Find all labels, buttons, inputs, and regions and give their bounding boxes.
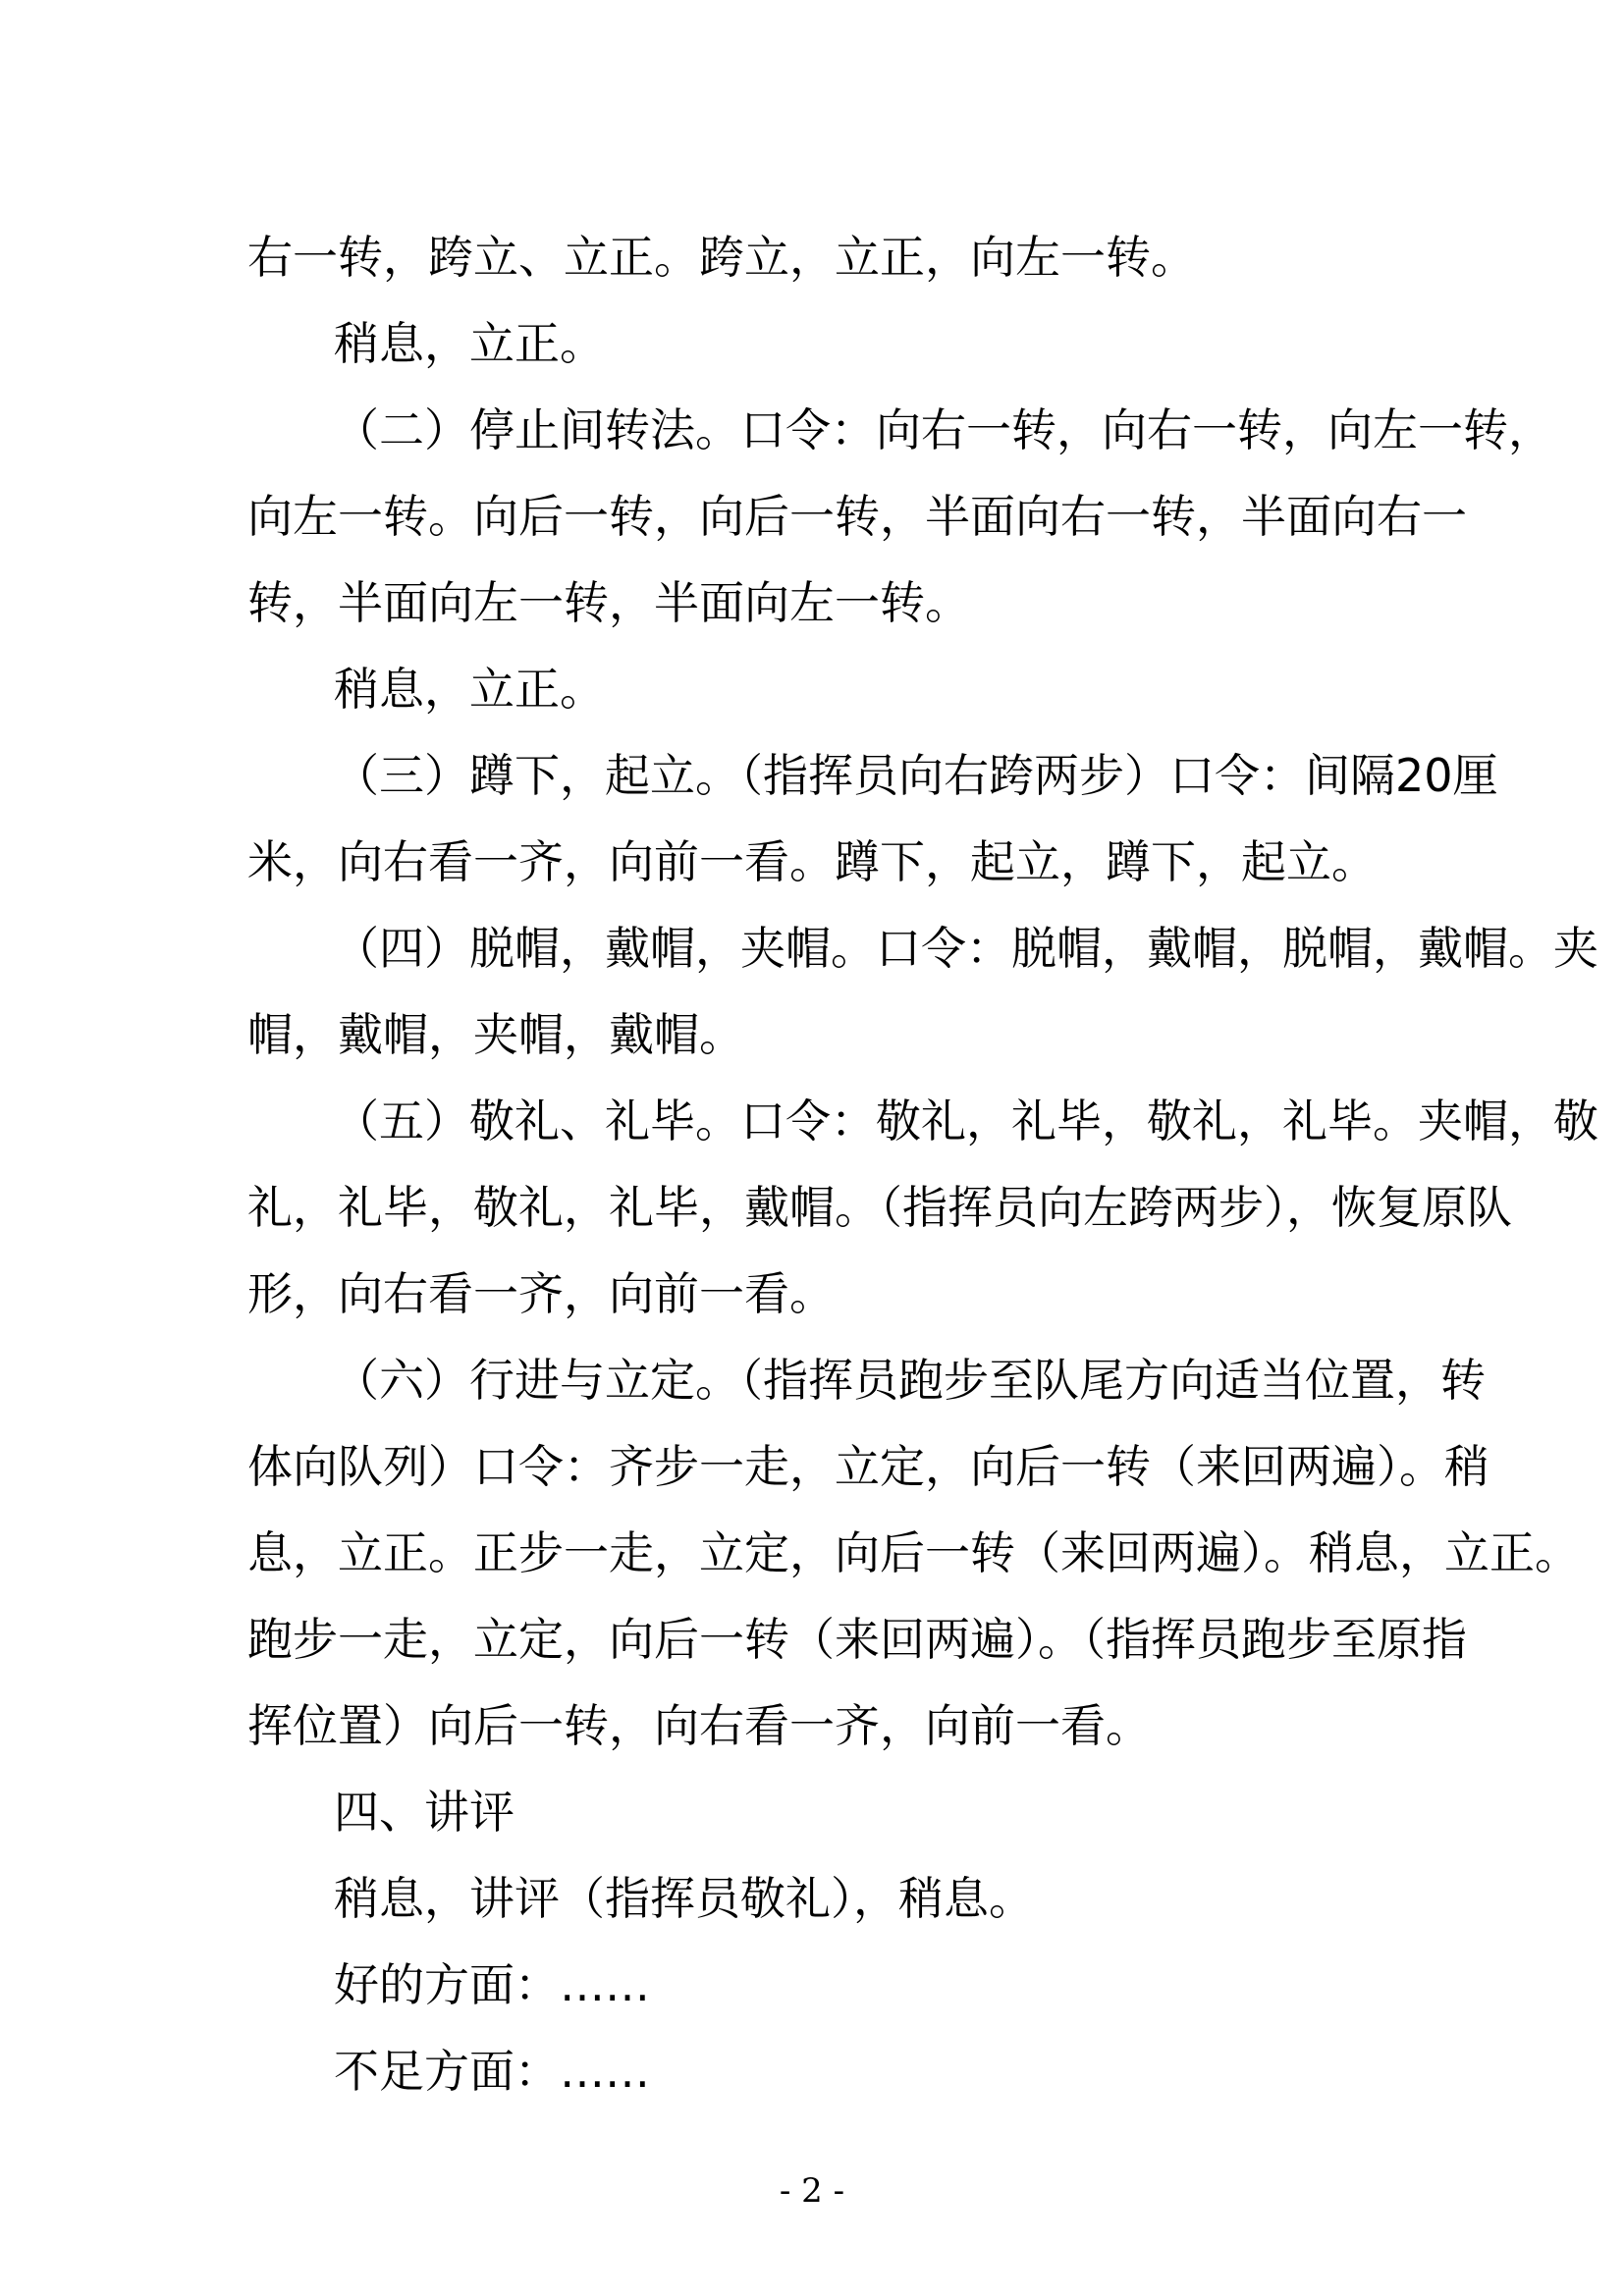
text-line-7: （三）蹲下，起立。（指挥员向右跨两步）口令：间隔20厘 <box>334 749 1498 802</box>
text-line-20: 稍息，讲评（指挥员敬礼），稍息。 <box>334 1872 1034 1925</box>
section-heading-review: 四、讲评 <box>334 1786 514 1839</box>
text-line-5: 转，半面向左一转，半面向左一转。 <box>247 576 970 629</box>
text-line-14: （六）行进与立定。（指挥员跑步至队尾方向适当位置，转 <box>334 1354 1486 1407</box>
good-aspects-line: 好的方面：…… <box>334 1958 650 2011</box>
text-line-13: 形，向右看一齐，向前一看。 <box>247 1267 835 1320</box>
text-line-1: 右一转，跨立、立正。跨立，立正，向左一转。 <box>247 231 1196 284</box>
text-line-4: 向左一转。向后一转，向后一转，半面向右一转，半面向右一 <box>247 490 1467 543</box>
text-line-9: （四）脱帽，戴帽，夹帽。口令：脱帽，戴帽，脱帽，戴帽。夹 <box>334 922 1598 975</box>
text-line-2: 稍息，立正。 <box>334 317 605 370</box>
text-line-11: （五）敬礼、礼毕。口令：敬礼，礼毕，敬礼，礼毕。夹帽，敬 <box>334 1095 1598 1148</box>
text-line-6: 稍息，立正。 <box>334 663 605 716</box>
page-number: - 2 - <box>779 2171 845 2211</box>
text-line-10: 帽，戴帽，夹帽，戴帽。 <box>247 1008 744 1061</box>
text-line-3: （二）停止间转法。口令：向右一转，向右一转，向左一转， <box>334 403 1553 456</box>
text-line-18: 挥位置）向后一转，向右看一齐，向前一看。 <box>247 1699 1151 1752</box>
text-line-15: 体向队列）口令：齐步一走，立定，向后一转（来回两遍）。稍 <box>247 1440 1489 1493</box>
shortcomings-line: 不足方面：…… <box>334 2045 650 2098</box>
text-line-12: 礼，礼毕，敬礼，礼毕，戴帽。（指挥员向左跨两步），恢复原队 <box>247 1181 1512 1234</box>
text-line-16: 息，立正。正步一走，立定，向后一转（来回两遍）。稍息，立正。 <box>247 1526 1580 1579</box>
text-line-8: 米，向右看一齐，向前一看。蹲下，起立，蹲下，起立。 <box>247 835 1377 888</box>
text-line-17: 跑步一走，立定，向后一转（来回两遍）。（指挥员跑步至原指 <box>247 1613 1467 1666</box>
